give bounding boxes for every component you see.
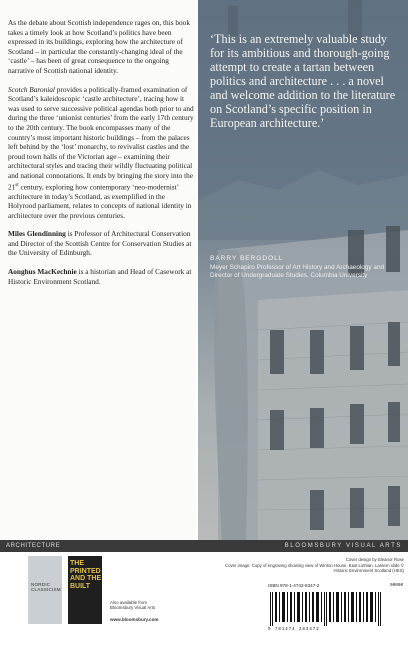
publisher-label: BLOOMSBURY VISUAL ARTS	[284, 543, 402, 549]
barcode-number: 9 781474 283472	[268, 627, 320, 632]
review-quote: ‘This is an extremely valuable study for its ambitious and thorough-going attempt to create a tartan between politics and architecture . . . a novel and welcome addition to the literature on Scotland’s specific position in European architecture.’	[210, 32, 396, 130]
engraving-panel	[198, 0, 408, 540]
publisher-website: www.bloomsbury.com	[110, 617, 159, 622]
blurb-paragraph-2-body: provides a politically-framed examination of Scotland’s kaleidoscopic ‘castle architecture’, tracing how it was used to serve successive political agendas both prior to and during the three ‘unionist centuries’ from the early 17th century to the 20th century. The book encompasses many of the country’s most important historic buildings – from the palaces left behind by the ‘lost’ monarchy, to revivalist castles and the proud town halls of the Victorian age – examining their architectural styles and tracing their wildly fluctuating political and national connotations. It ends by bringing the story into the 21	[8, 84, 194, 191]
isbn-block	[268, 583, 404, 635]
blurb-paragraph-2-end: century, exploring how contemporary ‘neo-modernist’ architecture in today’s Scotland, as exemplified in the Holyrood parliament, relates to concepts of national identity in architecture over the previous centuries.	[8, 181, 192, 220]
author-name-1: Miles Glendinning	[8, 229, 66, 239]
author-bio-1	[8, 229, 194, 258]
also-available-text: Also available from Bloomsbury Visual Arts	[110, 600, 156, 611]
cover-credits	[218, 557, 404, 574]
isbn-text: ISBN 978-1-4742-8347-2	[268, 583, 320, 588]
author-bio-2-text: is a historian and Head of Casework at Historic Environment Scotland.	[8, 267, 192, 286]
author-name-2: Aonghus MacKechnie	[8, 267, 77, 277]
related-book-cover-1	[28, 556, 62, 624]
barcode-image	[268, 592, 388, 626]
related-book-cover-2	[68, 556, 102, 624]
author-bio-2	[8, 267, 194, 286]
cover-credits-text: Cover design by Eleanor Rose Cover image: Copy of engraving showing view of Winton House, East Lothian. Lantern slide © Historic Environment Scotland (HES)	[225, 557, 404, 574]
blurb-text	[8, 18, 194, 295]
reviewer-name: BARRY BERGDOLL	[210, 255, 284, 262]
category-label: ARCHITECTURE	[6, 543, 61, 549]
book-title-italic: Scotch Baronial	[8, 84, 55, 94]
related-book-2-title: THE PRINTED AND THE BUILT	[70, 560, 102, 590]
price-code: 90000	[390, 583, 404, 588]
reviewer-role: Meyer Schapiro Professor of Art History and Archaeology and Director of Undergraduate Studies, Columbia University	[210, 264, 385, 279]
blurb-paragraph-1: As the debate about Scottish independence rages on, this book takes a timely look at how Scotland’s politics have been expressed in its buildings, exploring how the architecture of Scotland – in particular the constantly-changing ideal of the ‘castle’ – has been of great consequence to the ongoing narrative of Scottish national identity.	[8, 18, 190, 75]
superscript-st: st	[15, 182, 19, 188]
related-book-1-title: NORDIC CLASSICISM	[31, 582, 61, 592]
blurb-paragraph-2	[8, 85, 194, 221]
blurb-column	[0, 0, 196, 540]
author-bio-1-text: is Professor of Architectural Conservation and Director of the Scottish Centre for Conservation Studies at the University of Edinburgh.	[8, 229, 192, 258]
